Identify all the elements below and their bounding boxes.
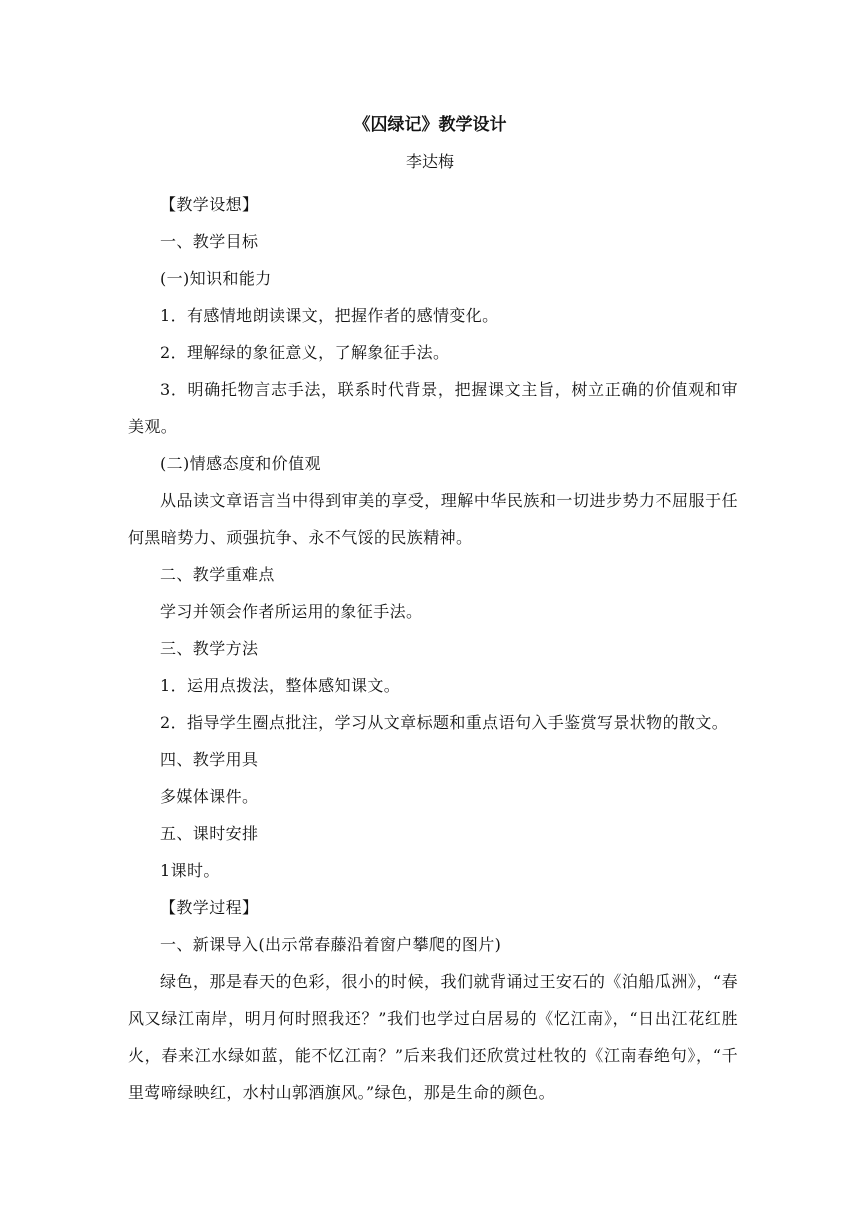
emotion-values-text: 从品读文章语言当中得到审美的享受，理解中华民族和一切进步势力不屈服于任何黑暗势力、顽强抗争、永不气馁的民族精神。 — [128, 491, 738, 547]
method-item-2: 2．指导学生圈点批注，学习从文章标题和重点语句入手鉴赏写景状物的散文。 — [160, 713, 729, 732]
document-author: 李达梅 — [405, 152, 454, 171]
heading-key-difficulties: 二、教学重难点 — [160, 565, 275, 584]
heading-class-schedule: 五、课时安排 — [160, 824, 259, 843]
teaching-tools-text: 多媒体课件。 — [160, 787, 259, 806]
document-title: 《囚绿记》教学设计 — [353, 115, 507, 135]
subheading-emotion-values: (二)情感态度和价值观 — [160, 454, 321, 473]
class-schedule-text: 1课时。 — [160, 861, 220, 880]
intro-paragraph: 绿色，那是春天的色彩，很小的时候，我们就背诵过王安石的《泊船瓜洲》，“春风又绿江南岸，明月何时照我还？”我们也学过白居易的《忆江南》，“日出江花红胜火，春来江水绿如蓝，能不忆江南？”后来我们还欣赏过杜牧的《江南春绝句》，“千里莺啼绿映红，水村山郭酒旗风。”绿色，那是生命的颜色。 — [128, 972, 738, 1102]
goal-item-1: 1．有感情地朗读课文，把握作者的感情变化。 — [160, 306, 499, 325]
heading-teaching-methods: 三、教学方法 — [160, 639, 259, 658]
subheading-knowledge-ability: (一)知识和能力 — [160, 269, 272, 288]
goal-item-2: 2．理解绿的象征意义，了解象征手法。 — [160, 343, 450, 362]
document-body — [128, 186, 738, 1111]
section-heading-design: 【教学设想】 — [160, 195, 259, 214]
method-item-1: 1．运用点拨法，整体感知课文。 — [160, 676, 401, 695]
goal-item-3: 3．明确托物言志手法，联系时代背景，把握课文主旨，树立正确的价值观和审美观。 — [128, 380, 738, 436]
heading-new-lesson-intro: 一、新课导入(出示常春藤沿着窗户攀爬的图片) — [160, 935, 502, 954]
heading-teaching-tools: 四、教学用具 — [160, 750, 259, 769]
heading-teaching-goals: 一、教学目标 — [160, 232, 259, 251]
section-heading-process: 【教学过程】 — [160, 898, 259, 917]
key-difficulties-text: 学习并领会作者所运用的象征手法。 — [160, 602, 423, 621]
